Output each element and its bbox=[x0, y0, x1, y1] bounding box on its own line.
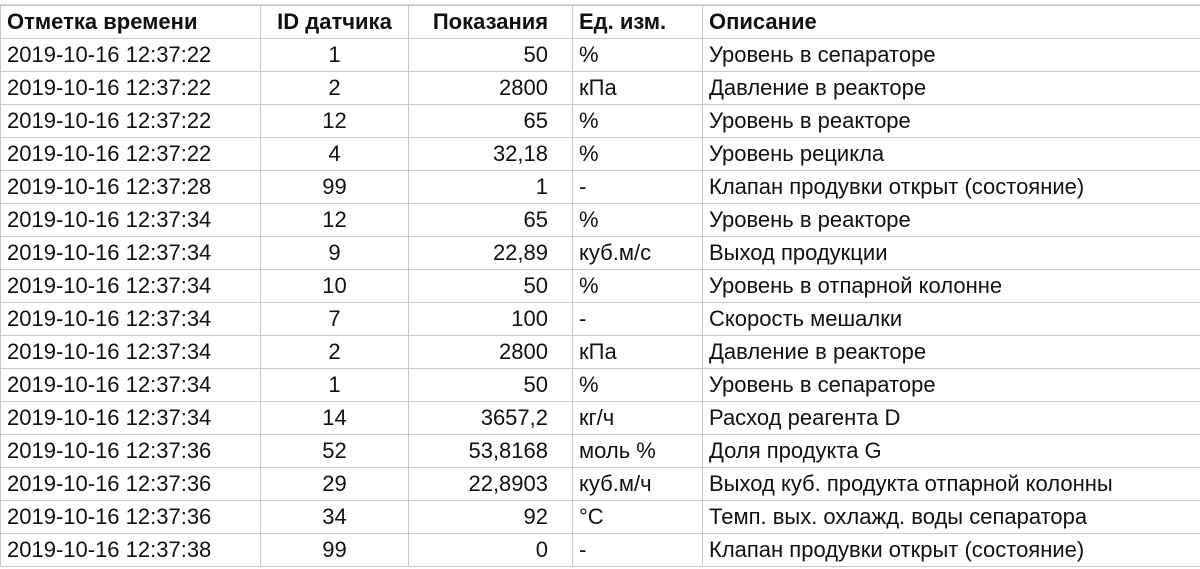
cell-timestamp[interactable]: 2019-10-16 12:37:34 bbox=[1, 270, 261, 303]
cell-description[interactable]: Уровень в реакторе bbox=[703, 105, 1200, 138]
table-row bbox=[1, 435, 1200, 468]
table-row bbox=[1, 468, 1200, 501]
cell-sensor-id[interactable]: 52 bbox=[261, 435, 409, 468]
cell-sensor-id[interactable]: 4 bbox=[261, 138, 409, 171]
cell-description[interactable]: Уровень в отпарной колонне bbox=[703, 270, 1200, 303]
cell-unit[interactable]: % bbox=[573, 39, 703, 72]
cell-reading[interactable]: 65 bbox=[409, 204, 573, 237]
table-row bbox=[1, 105, 1200, 138]
cell-unit[interactable]: - bbox=[573, 303, 703, 336]
table-row bbox=[1, 369, 1200, 402]
cell-description[interactable]: Уровень в реакторе bbox=[703, 204, 1200, 237]
table-row bbox=[1, 237, 1200, 270]
cell-timestamp[interactable]: 2019-10-16 12:37:22 bbox=[1, 105, 261, 138]
cell-timestamp[interactable]: 2019-10-16 12:37:34 bbox=[1, 336, 261, 369]
cell-sensor-id[interactable]: 1 bbox=[261, 39, 409, 72]
cell-reading[interactable]: 2800 bbox=[409, 72, 573, 105]
header-cell-description[interactable]: Описание bbox=[703, 6, 1200, 39]
cell-timestamp[interactable]: 2019-10-16 12:37:38 bbox=[1, 534, 261, 567]
cell-sensor-id[interactable]: 99 bbox=[261, 171, 409, 204]
cell-timestamp[interactable]: 2019-10-16 12:37:34 bbox=[1, 237, 261, 270]
cell-reading[interactable]: 50 bbox=[409, 369, 573, 402]
spreadsheet-grid bbox=[0, 5, 1200, 567]
cell-description[interactable]: Скорость мешалки bbox=[703, 303, 1200, 336]
cell-sensor-id[interactable]: 99 bbox=[261, 534, 409, 567]
cell-timestamp[interactable]: 2019-10-16 12:37:22 bbox=[1, 138, 261, 171]
cell-timestamp[interactable]: 2019-10-16 12:37:36 bbox=[1, 501, 261, 534]
cell-unit[interactable]: кг/ч bbox=[573, 402, 703, 435]
cell-reading[interactable]: 1 bbox=[409, 171, 573, 204]
cell-reading[interactable]: 22,8903 bbox=[409, 468, 573, 501]
table-row bbox=[1, 39, 1200, 72]
header-row bbox=[1, 6, 1200, 39]
cell-unit[interactable]: кПа bbox=[573, 72, 703, 105]
cell-description[interactable]: Выход куб. продукта отпарной колонны bbox=[703, 468, 1200, 501]
cell-timestamp[interactable]: 2019-10-16 12:37:28 bbox=[1, 171, 261, 204]
header-cell-unit[interactable]: Ед. изм. bbox=[573, 6, 703, 39]
cell-sensor-id[interactable]: 7 bbox=[261, 303, 409, 336]
cell-reading[interactable]: 32,18 bbox=[409, 138, 573, 171]
cell-reading[interactable]: 0 bbox=[409, 534, 573, 567]
cell-sensor-id[interactable]: 12 bbox=[261, 105, 409, 138]
header-cell-sensor-id[interactable]: ID датчика bbox=[261, 6, 409, 39]
table-row bbox=[1, 138, 1200, 171]
cell-timestamp[interactable]: 2019-10-16 12:37:34 bbox=[1, 369, 261, 402]
cell-description[interactable]: Темп. вых. охлажд. воды сепаратора bbox=[703, 501, 1200, 534]
cell-sensor-id[interactable]: 29 bbox=[261, 468, 409, 501]
table-body bbox=[1, 39, 1200, 567]
cell-unit[interactable]: % bbox=[573, 138, 703, 171]
table-row bbox=[1, 303, 1200, 336]
cell-timestamp[interactable]: 2019-10-16 12:37:36 bbox=[1, 468, 261, 501]
cell-unit[interactable]: % bbox=[573, 270, 703, 303]
cell-sensor-id[interactable]: 34 bbox=[261, 501, 409, 534]
cell-unit[interactable]: куб.м/с bbox=[573, 237, 703, 270]
cell-timestamp[interactable]: 2019-10-16 12:37:34 bbox=[1, 303, 261, 336]
table-row bbox=[1, 204, 1200, 237]
cell-description[interactable]: Клапан продувки открыт (состояние) bbox=[703, 171, 1200, 204]
table-row bbox=[1, 534, 1200, 567]
cell-description[interactable]: Уровень рецикла bbox=[703, 138, 1200, 171]
cell-reading[interactable]: 50 bbox=[409, 270, 573, 303]
cell-timestamp[interactable]: 2019-10-16 12:37:22 bbox=[1, 39, 261, 72]
cell-description[interactable]: Уровень в сепараторе bbox=[703, 369, 1200, 402]
cell-reading[interactable]: 100 bbox=[409, 303, 573, 336]
cell-unit[interactable]: кПа bbox=[573, 336, 703, 369]
header-cell-reading[interactable]: Показания bbox=[409, 6, 573, 39]
cell-reading[interactable]: 53,8168 bbox=[409, 435, 573, 468]
cell-sensor-id[interactable]: 14 bbox=[261, 402, 409, 435]
header-cell-timestamp[interactable]: Отметка времени bbox=[1, 6, 261, 39]
cell-sensor-id[interactable]: 9 bbox=[261, 237, 409, 270]
cell-unit[interactable]: куб.м/ч bbox=[573, 468, 703, 501]
cell-reading[interactable]: 50 bbox=[409, 39, 573, 72]
cell-description[interactable]: Расход реагента D bbox=[703, 402, 1200, 435]
cell-unit[interactable]: °C bbox=[573, 501, 703, 534]
cell-sensor-id[interactable]: 1 bbox=[261, 369, 409, 402]
cell-reading[interactable]: 22,89 bbox=[409, 237, 573, 270]
cell-sensor-id[interactable]: 2 bbox=[261, 72, 409, 105]
table-row bbox=[1, 72, 1200, 105]
table-row bbox=[1, 336, 1200, 369]
table-row bbox=[1, 171, 1200, 204]
cell-unit[interactable]: - bbox=[573, 171, 703, 204]
cell-unit[interactable]: % bbox=[573, 105, 703, 138]
cell-timestamp[interactable]: 2019-10-16 12:37:36 bbox=[1, 435, 261, 468]
cell-unit[interactable]: - bbox=[573, 534, 703, 567]
cell-description[interactable]: Уровень в сепараторе bbox=[703, 39, 1200, 72]
cell-description[interactable]: Клапан продувки открыт (состояние) bbox=[703, 534, 1200, 567]
cell-timestamp[interactable]: 2019-10-16 12:37:34 bbox=[1, 204, 261, 237]
cell-description[interactable]: Выход продукции bbox=[703, 237, 1200, 270]
cell-sensor-id[interactable]: 2 bbox=[261, 336, 409, 369]
sensor-readings-table bbox=[0, 5, 1200, 567]
table-row bbox=[1, 402, 1200, 435]
cell-reading[interactable]: 92 bbox=[409, 501, 573, 534]
cell-description[interactable]: Давление в реакторе bbox=[703, 336, 1200, 369]
cell-timestamp[interactable]: 2019-10-16 12:37:22 bbox=[1, 72, 261, 105]
cell-description[interactable]: Доля продукта G bbox=[703, 435, 1200, 468]
cell-unit[interactable]: моль % bbox=[573, 435, 703, 468]
table-row bbox=[1, 270, 1200, 303]
cell-reading[interactable]: 2800 bbox=[409, 336, 573, 369]
cell-sensor-id[interactable]: 12 bbox=[261, 204, 409, 237]
cell-reading[interactable]: 3657,2 bbox=[409, 402, 573, 435]
table-row bbox=[1, 501, 1200, 534]
cell-sensor-id[interactable]: 10 bbox=[261, 270, 409, 303]
cell-unit[interactable]: % bbox=[573, 204, 703, 237]
cell-description[interactable]: Давление в реакторе bbox=[703, 72, 1200, 105]
cell-timestamp[interactable]: 2019-10-16 12:37:34 bbox=[1, 402, 261, 435]
cell-unit[interactable]: % bbox=[573, 369, 703, 402]
cell-reading[interactable]: 65 bbox=[409, 105, 573, 138]
